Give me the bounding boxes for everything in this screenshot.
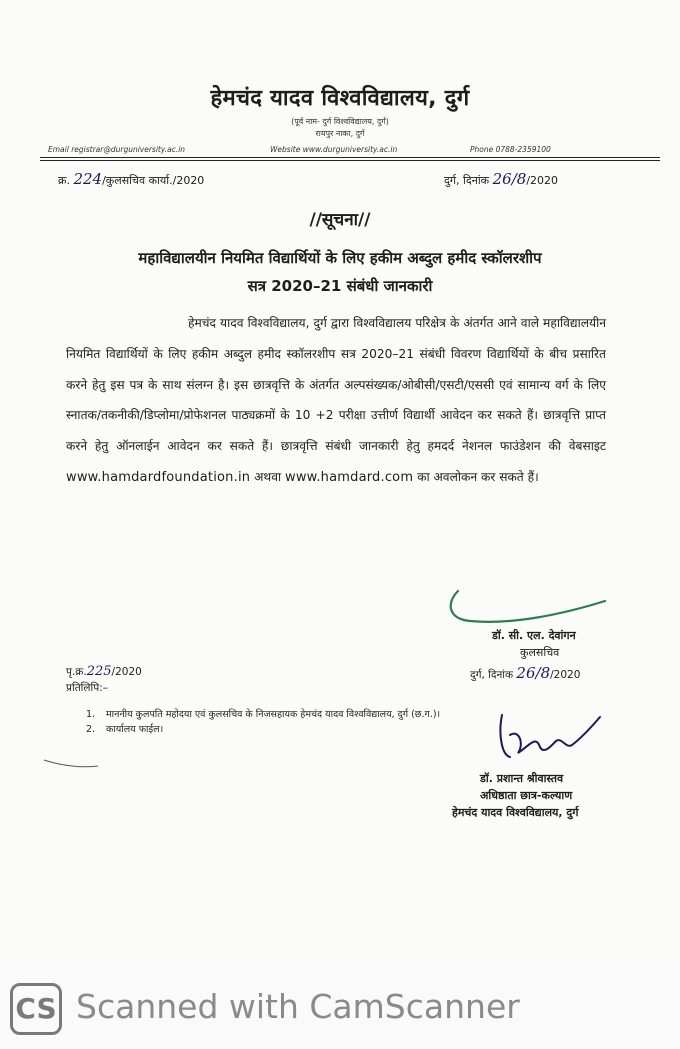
link-hamdardfoundation: www.hamdardfoundation.in bbox=[66, 469, 251, 485]
copy-label: प्रतिलिपि:– bbox=[66, 682, 108, 694]
stray-mark bbox=[42, 752, 102, 772]
dean-designation: अधिष्ठाता छात्र-कल्याण bbox=[480, 789, 573, 802]
notice-subject bbox=[50, 244, 630, 300]
registrar-name: डॉ. सी. एल. देवांगन bbox=[492, 629, 576, 642]
dean-name: डॉ. प्रशान्त श्रीवास्तव bbox=[480, 772, 564, 785]
reference-date: दुर्ग, दिनांक 26/8/2020 bbox=[444, 170, 559, 188]
website-text: Website www.durguniversity.ac.in bbox=[270, 145, 398, 154]
dean-university: हेमचंद यादव विश्वविद्यालय, दुर्ग bbox=[452, 806, 579, 819]
endorsement-number: पृ.क्र.225/2020 bbox=[66, 664, 142, 679]
header-rule-bottom bbox=[40, 160, 660, 161]
university-address: रायपुर नाका, दुर्ग bbox=[315, 129, 365, 138]
link-hamdard: www.hamdard.com bbox=[285, 469, 414, 485]
copy-item-2: 2. कार्यालय फाईल। bbox=[86, 724, 164, 735]
copy-list bbox=[86, 707, 440, 737]
registrar-designation: कुलसचिव bbox=[520, 646, 560, 659]
body-text-part-2: अथवा bbox=[254, 469, 282, 484]
scanner-watermark-text: Scanned with CamScanner bbox=[76, 987, 520, 1026]
reference-handwritten-number: 224 bbox=[73, 170, 103, 188]
dean-signature bbox=[490, 705, 610, 765]
registrar-handwritten-date: 26/8 bbox=[516, 664, 551, 682]
registrar-date: दुर्ग, दिनांक 26/8/2020 bbox=[470, 664, 581, 682]
notice-body bbox=[66, 308, 606, 494]
university-title: हेमचंद यादव विश्वविद्यालय, दुर्ग bbox=[210, 86, 470, 111]
former-name: (पूर्व नाम- दुर्ग विश्वविद्यालय, दुर्ग) bbox=[291, 117, 389, 126]
header-rule-top bbox=[40, 157, 660, 158]
email-text: Email registrar@durguniversity.ac.in bbox=[48, 145, 186, 154]
subject-line-2: सत्र 2020–21 संबंधी जानकारी bbox=[247, 277, 433, 295]
reference-handwritten-date: 26/8 bbox=[492, 170, 527, 188]
endorsement-handwritten-number: 225 bbox=[86, 664, 112, 679]
camscanner-logo-icon: CS bbox=[10, 983, 62, 1035]
notice-heading: //सूचना// bbox=[309, 210, 371, 230]
body-text-part-3: का अवलोकन कर सकते हैं। bbox=[417, 469, 539, 484]
subject-line-1: महाविद्यालयीन नियमित विद्यार्थियों के लिए हकीम अब्दुल हमीद स्कॉलरशीप bbox=[138, 249, 542, 267]
body-text-part-1: हेमचंद यादव विश्वविद्यालय, दुर्ग द्वारा विश्वविद्यालय परिक्षेत्र के अंतर्गत आने वाले महाविद्यालयीन नियमित विद्यार्थियों के लिए हकीम अब्दुल हमीद स्कॉलरशीप सत्र 2020–21 संबंधी विवरण विद्यार्थियों के बीच प्रसारित करने हेतु इस पत्र के साथ संलग्न है। इस छात्रवृत्ति के अंतर्गत अल्पसंख्यक/ओबीसी/एसटी/एससी एवं सामान्य वर्ग के लिए स्नातक/तकनीकी/डिप्लोमा/प्रोफेशनल पाठ्यक्रमों के 10 +2 परीक्षा उत्तीर्ण विद्यार्थी आवेदन कर सकते हैं। छात्रवृत्ति प्राप्त करने हेतु ऑनलाईन आवेदन कर सकते हैं। छात्रवृत्ति संबंधी जानकारी हेतु हमदर्द नेशनल फाउंडेशन की वेबसाइट bbox=[66, 316, 606, 454]
phone-text: Phone 0788-2359100 bbox=[470, 145, 551, 154]
reference-number: क्र. 224/कुलसचिव कार्या./2020 bbox=[58, 170, 205, 188]
copy-item-1: 1. माननीय कुलपति महोदया एवं कुलसचिव के निजसहायक हेमचंद यादव विश्वविद्यालय, दुर्ग (छ.ग.)। bbox=[86, 709, 441, 720]
